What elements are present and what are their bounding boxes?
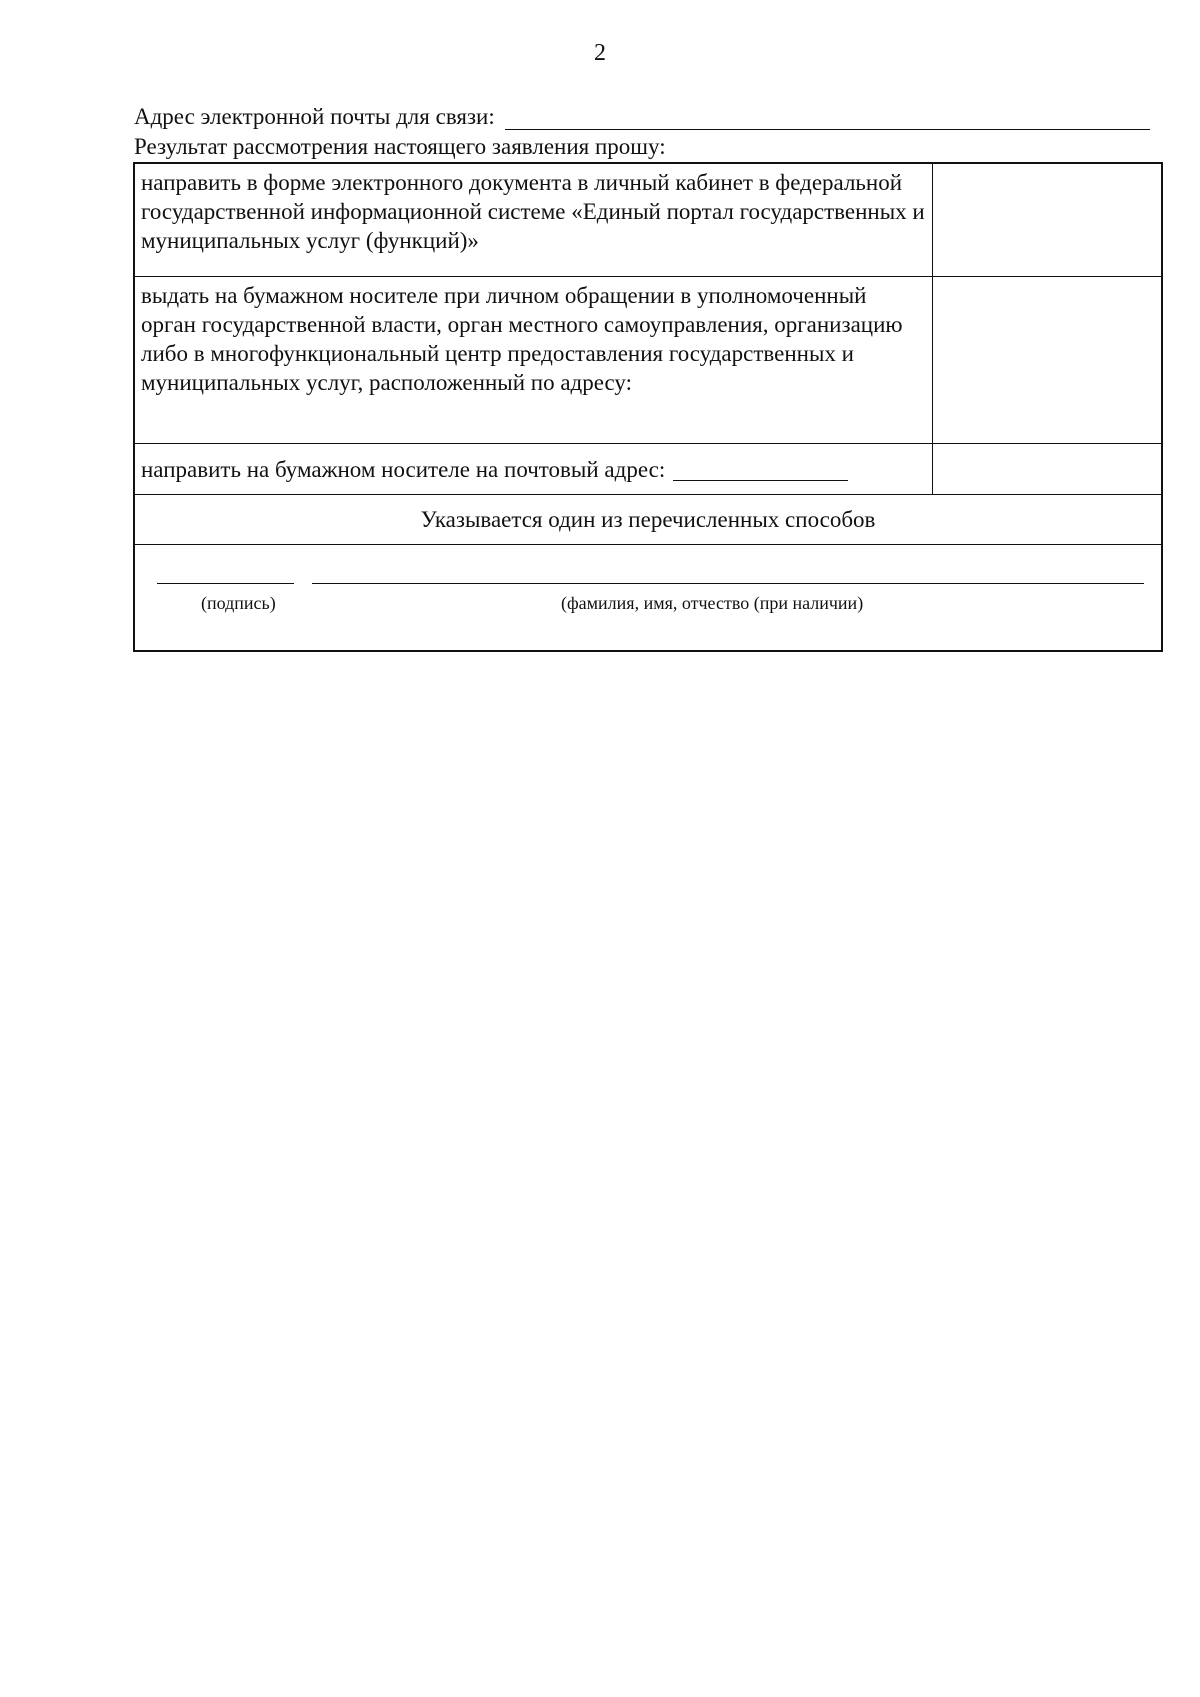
option-checkbox-postal[interactable] (933, 444, 1161, 494)
result-request-text: Результат рассмотрения настоящего заявления прошу: (134, 134, 666, 159)
email-row (134, 104, 1150, 130)
option-cell-postal (135, 444, 933, 494)
page-number: 2 (594, 40, 606, 66)
option-checkbox-in-person[interactable] (933, 277, 1161, 443)
full-name-field[interactable] (312, 583, 1144, 584)
option-text-electronic: направить в форме электронного документа в личный кабинет в федеральной государственной информационной системе «Единый портал государственных и муниципальных услуг (функций)» (135, 164, 933, 276)
option-checkbox-electronic[interactable] (933, 164, 1161, 276)
email-field[interactable] (505, 107, 1150, 130)
options-note: Указывается один из перечисленных способов (135, 495, 1161, 545)
option-text-in-person: выдать на бумажном носителе при личном обращении в уполномоченный орган государственной власти, орган местного самоуправления, организацию либо в многофункциональный центр предоставления государственных и муниципальных услуг, расположенный по адресу: (135, 277, 933, 443)
signature-block (135, 545, 1161, 650)
full-name-caption: (фамилия, имя, отчество (при наличии) (561, 593, 864, 613)
option-text-postal: направить на бумажном носителе на почтовый адрес: (141, 456, 666, 482)
option-row-postal (135, 444, 1161, 495)
option-row-electronic (135, 164, 1161, 277)
postal-address-field[interactable] (673, 458, 848, 481)
signature-caption: (подпись) (201, 593, 276, 613)
delivery-options-table (133, 162, 1163, 652)
option-row-in-person (135, 277, 1161, 444)
email-label: Адрес электронной почты для связи: (134, 104, 495, 129)
signature-field[interactable] (157, 583, 294, 584)
